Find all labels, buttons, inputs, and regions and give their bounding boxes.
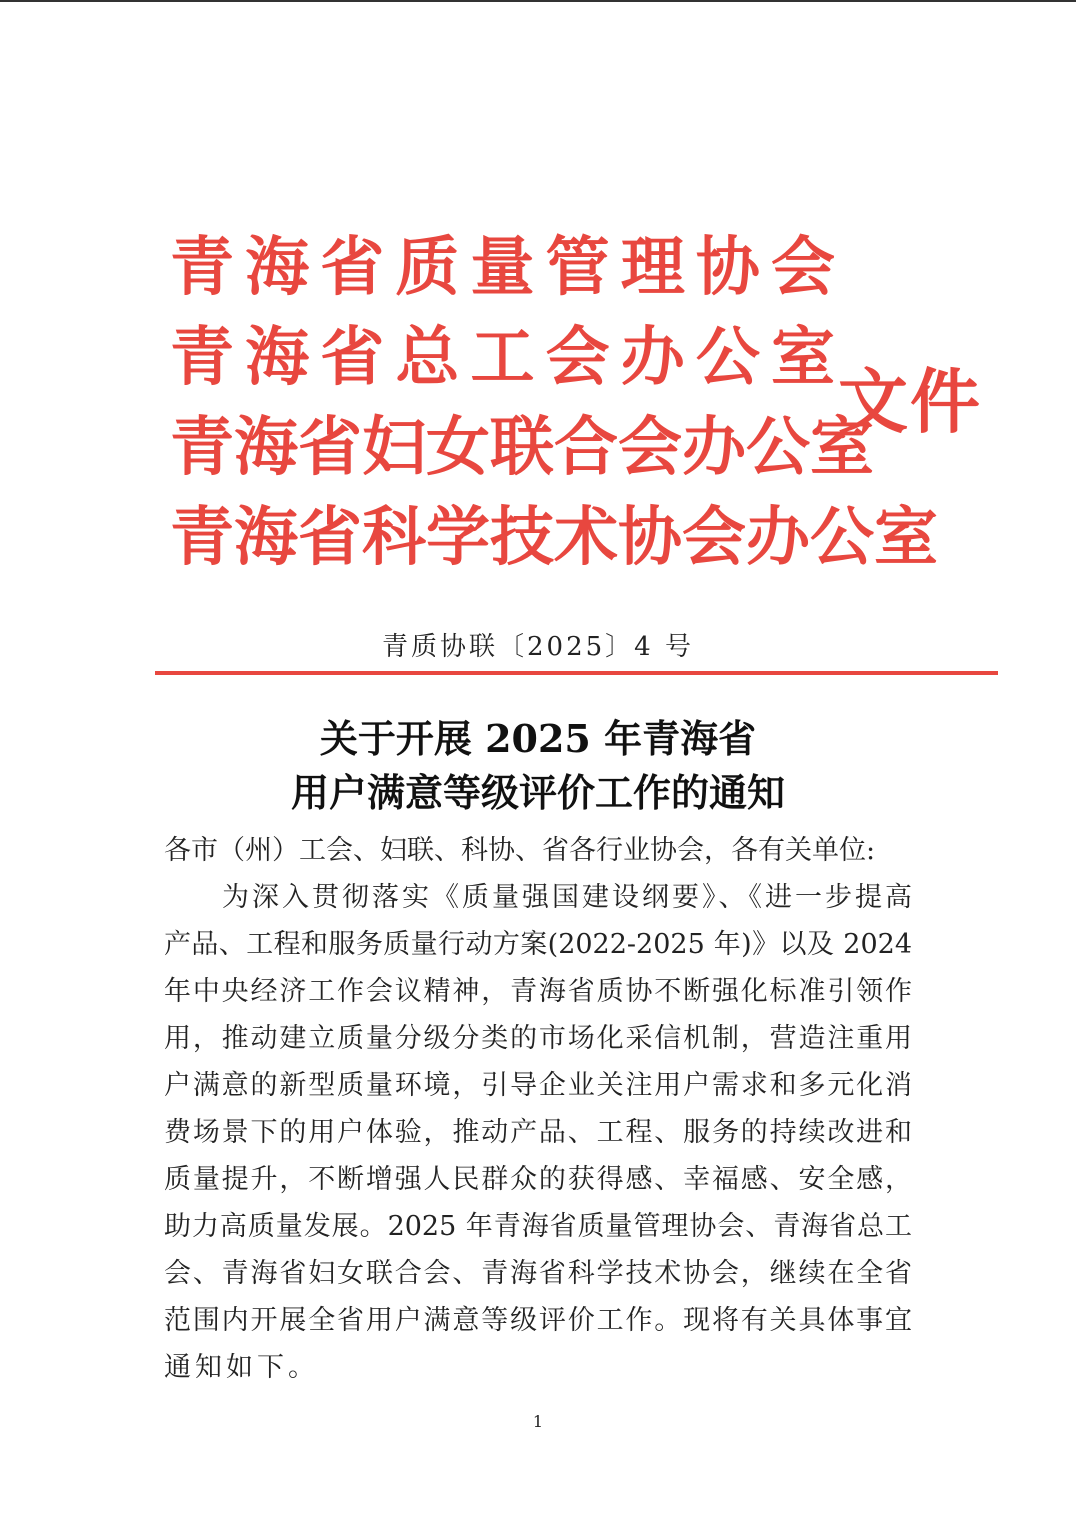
- body-paragraph-line: 用，推动建立质量分级分类的市场化采信机制，营造注重用: [164, 1023, 912, 1054]
- issuer-line: 青海省总工会办公室: [170, 320, 835, 395]
- issuer-line: 青海省质量管理协会: [170, 230, 835, 305]
- salutation: 各市（州）工会、妇联、科协、省各行业协会，各有关单位:: [164, 835, 876, 866]
- document-number: 青质协联〔2025〕4 号: [382, 632, 694, 662]
- body-paragraph-line: 为深入贯彻落实《质量强国建设纲要》、《进一步提高: [222, 882, 912, 913]
- body-paragraph-line: 年中央经济工作会议精神，青海省质协不断强化标准引领作: [164, 976, 912, 1007]
- issuer-line: 青海省科学技术协会办公室: [170, 500, 938, 575]
- issuer-line: 青海省妇女联合会办公室: [170, 410, 874, 485]
- body-paragraph-line: 通知如下。: [164, 1352, 319, 1383]
- red-divider: [155, 671, 998, 675]
- document-title-line: 用户满意等级评价工作的通知: [290, 770, 785, 815]
- body-paragraph-line: 助力高质量发展。2025 年青海省质量管理协会、青海省总工: [164, 1211, 912, 1242]
- page-number: 1: [532, 1412, 544, 1431]
- body-paragraph-line: 质量提升，不断增强人民群众的获得感、幸福感、安全感，: [164, 1164, 912, 1195]
- body-paragraph-line: 费场景下的用户体验，推动产品、工程、服务的持续改进和: [164, 1117, 912, 1148]
- document-title-line: 关于开展 2025 年青海省: [319, 716, 757, 761]
- body-paragraph-line: 范围内开展全省用户满意等级评价工作。现将有关具体事宜: [164, 1305, 912, 1336]
- document-suffix: 文件: [838, 360, 982, 443]
- page-top-border: [0, 0, 1076, 2]
- body-paragraph-line: 户满意的新型质量环境，引导企业关注用户需求和多元化消: [164, 1070, 912, 1101]
- body-paragraph-line: 产品、工程和服务质量行动方案(2022-2025 年)》以及 2024: [164, 929, 912, 960]
- body-paragraph-line: 会、青海省妇女联合会、青海省科学技术协会，继续在全省: [164, 1258, 912, 1289]
